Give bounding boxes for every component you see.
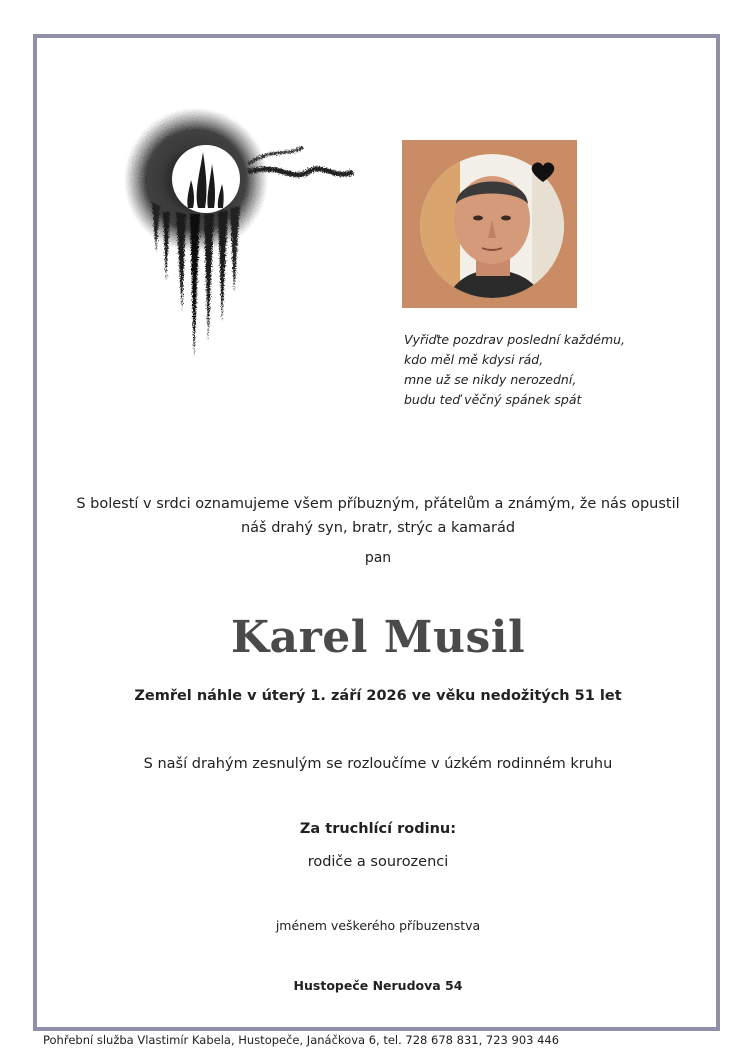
farewell-text: S naší drahým zesnulým se rozloučíme v úzkém rodinném kruhu: [143, 756, 613, 772]
black-heart-icon: [530, 160, 556, 184]
poem-line: budu teď věčný spánek spát: [404, 392, 582, 407]
intro-line: náš drahý syn, bratr, strýc a kamarád: [240, 520, 516, 536]
address-text: Hustopeče Nerudova 54: [293, 978, 463, 993]
funeral-service-footer: Pohřební služba Vlastimír Kabela, Hustopeče, Janáčkova 6, tel. 728 678 831, 723 903 446: [43, 1033, 560, 1047]
on-behalf-text: jménem veškerého příbuzenstva: [275, 918, 481, 933]
deceased-name: Karel Musil: [230, 612, 526, 663]
poem-line: kdo měl mě kdysi rád,: [404, 352, 544, 367]
candle-flame-emblem-icon: [108, 102, 358, 367]
poem-line: Vyřiďte pozdrav poslední každému,: [404, 332, 626, 347]
poem-line: mne už se nikdy nerozední,: [404, 372, 577, 387]
intro-line: S bolestí v srdci oznamujeme všem příbuzným, přátelům a známým, že nás opustil: [76, 496, 680, 512]
announcement-intro: [40, 492, 716, 540]
memorial-poem: [404, 330, 704, 410]
title-word: pan: [364, 550, 392, 566]
mourners-title: Za truchlící rodinu:: [299, 821, 457, 837]
deceased-photo: [402, 140, 577, 308]
mourners-list: rodiče a sourozenci: [307, 854, 449, 870]
death-info: Zemřel náhle v úterý 1. září 2026 ve věku nedožitých 51 let: [134, 688, 622, 704]
